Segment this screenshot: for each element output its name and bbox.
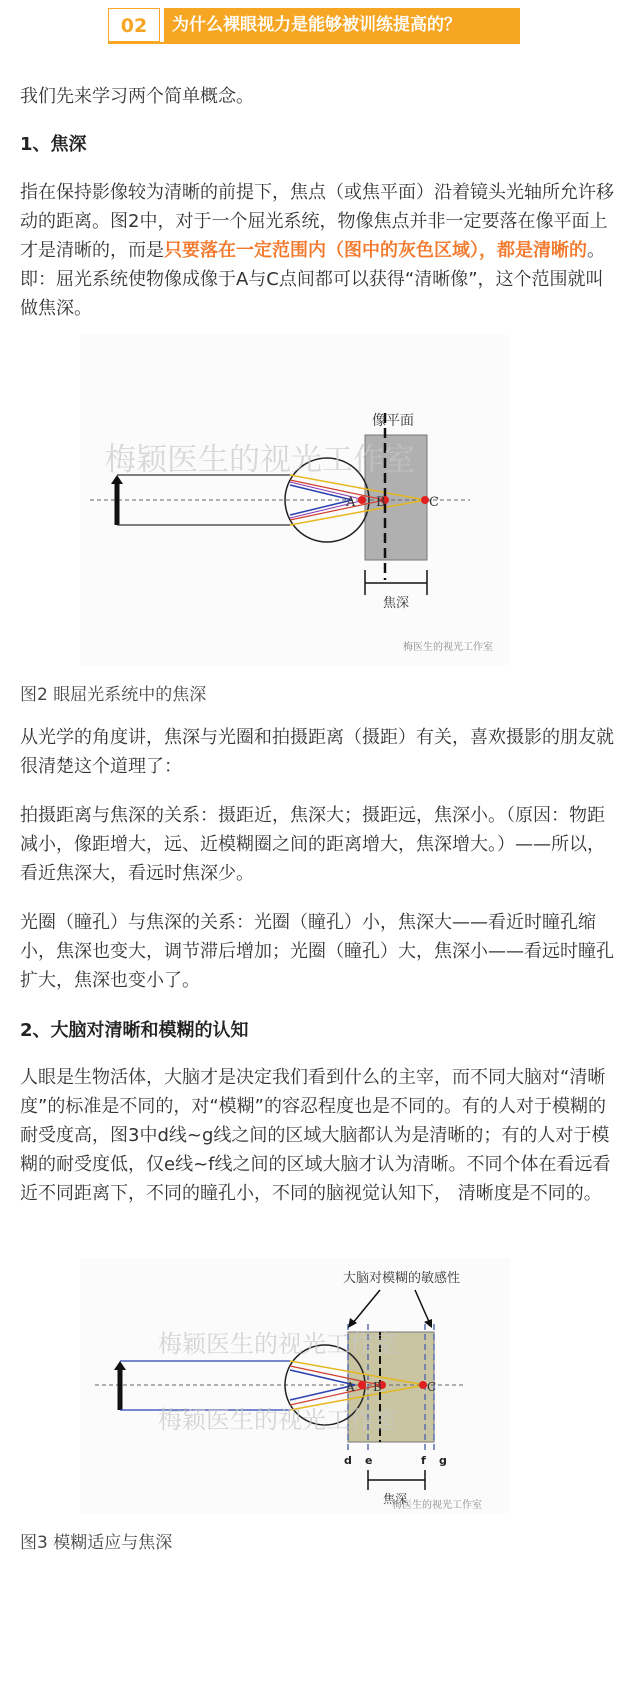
section1-heading: 1、焦深 (20, 134, 87, 155)
figure3-diagram (80, 1258, 510, 1513)
point-c-label: C (429, 495, 439, 510)
sensitivity-label: 大脑对模糊的敏感性 (343, 1271, 461, 1286)
figure3-caption: 图3 模糊适应与焦深 (20, 1533, 173, 1553)
figure3-watermark-top: 梅颖医生的视光工作室 (158, 1330, 398, 1358)
line-e-label: e (365, 1454, 373, 1467)
section2-paragraph: 人眼是生物活体，大脑才是决定我们看到什么的主宰，而不同大脑对“清晰度”的标准是不同的，对“模糊”的容忍程度也是不同的。有的人对于模糊的耐受度高，图3中d线~g线之间的区域大脑都认为是清晰的；有的人对于模糊的耐受度低，仅e线~f线之间的区域大脑才认为清晰。不同个体在看远看近不同距离下，不同的瞳孔小，不同的脑视觉认知下， 清晰度是不同的。 (20, 1067, 611, 1204)
depth-label: 焦深 (383, 596, 410, 611)
line-d-label: d (344, 1454, 352, 1467)
image-plane-label: 像平面 (372, 413, 414, 429)
point-b-label: B (376, 495, 386, 510)
point-a-dot (358, 496, 366, 504)
figure2-diagram (80, 335, 510, 665)
header-underline (108, 42, 520, 44)
figure3-point-a-label: A (346, 1380, 355, 1394)
point-a-label: A (346, 495, 356, 510)
section2-heading: 2、大脑对清晰和模糊的认知 (20, 1020, 249, 1041)
figure3-point-b-label: B (373, 1380, 382, 1394)
figure2-caption: 图2 眼屈光系统中的焦深 (20, 685, 207, 705)
figure3-depth-label: 焦深 (383, 1492, 408, 1506)
figure3-point-a-dot (358, 1381, 366, 1389)
section1-highlight: 只要落在一定范围内（图中的灰色区域），都是清晰的 (164, 240, 587, 261)
section1-paragraph (20, 178, 620, 323)
line-g-label: g (439, 1454, 447, 1467)
distance-paragraph: 拍摄距离与焦深的关系：摄距近，焦深大；摄距远，焦深小。（原因：物距减小，像距增大，远、近模糊圈之间的距离增大，焦深增大。）——所以，看近焦深大，看远时焦深少。 (20, 805, 605, 884)
point-c-dot (421, 496, 429, 504)
figure3-point-c-dot (419, 1381, 427, 1389)
figure3-credit-text: 梅医生的视光工作室 (392, 1500, 482, 1511)
optics-paragraph: 从光学的角度讲，焦深与光圈和拍摄距离（摄距）有关，喜欢摄影的朋友就很清楚这个道理了： (20, 727, 614, 777)
section1-text-before: 指在保持影像较为清晰的前提下，焦点（或焦平面）沿着镜头光轴所允许移动的距离。图2中，对于一个屈光系统，物像焦点并非一定要落在像平面上才是清晰的，而是 (20, 182, 614, 261)
figure3-watermark-bottom: 梅颖医生的视光工作室 (158, 1406, 398, 1434)
section-header (108, 8, 520, 44)
intro-text: 我们先来学习两个简单概念。 (20, 86, 254, 107)
section-number: 02 (108, 8, 160, 42)
section-title: 为什么裸眼视力是能够被训练提高的？ (164, 8, 520, 42)
figure3-point-c-label: C (427, 1380, 437, 1394)
figure2-credit: 梅医生的视光工作室 (403, 642, 493, 653)
aperture-paragraph: 光圈（瞳孔）与焦深的关系：光圈（瞳孔）小，焦深大——看近时瞳孔缩小，焦深也变大，调节滞后增加；光圈（瞳孔）大，焦深小——看远时瞳孔扩大，焦深也变小了。 (20, 912, 614, 991)
section1-text-after: 。即：屈光系统使物像成像于A与C点间都可以获得“清晰像”，这个范围就叫做焦深。 (20, 240, 605, 319)
figure2-watermark: 梅颖医生的视光工作室 (105, 442, 415, 478)
line-f-label: f (421, 1454, 426, 1467)
